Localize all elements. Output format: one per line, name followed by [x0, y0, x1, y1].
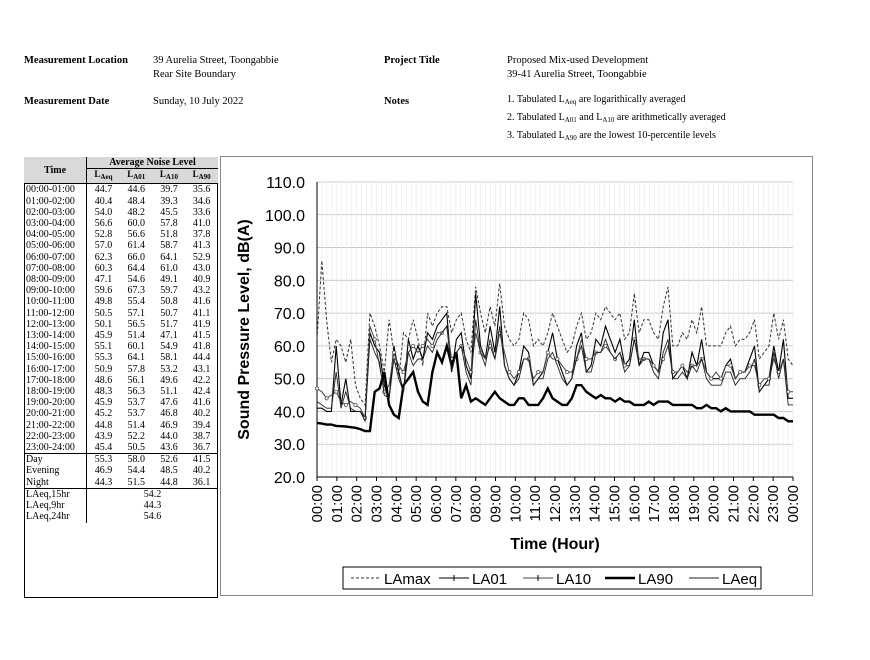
row-value: 51.4: [127, 330, 145, 342]
row-label: 16:00-17:00: [24, 364, 87, 375]
row-value: 51.8: [160, 229, 178, 241]
row-value: 39.4: [192, 419, 211, 431]
row-value: 44.6: [120, 184, 153, 196]
row-value: 50.7: [160, 307, 178, 319]
row-value: 51.1: [160, 386, 178, 398]
hourly-row: [24, 408, 218, 419]
row-value: 48.5: [160, 465, 178, 477]
row-value: 40.2: [192, 465, 211, 477]
x-axis-title: Time (Hour): [510, 536, 600, 553]
row-value: 44.3: [94, 476, 113, 488]
row-value: 54.2: [87, 488, 219, 500]
x-tick-label: 07:00: [447, 485, 465, 523]
project-line1: Proposed Mix-used Development: [507, 55, 649, 66]
row-label: 23:00-24:00: [24, 442, 87, 454]
row-value: 47.1: [94, 274, 113, 286]
series-la10-marker: [373, 338, 376, 341]
series-la10-marker: [681, 364, 684, 367]
hourly-row: [24, 386, 218, 397]
series-la10-marker: [556, 357, 559, 360]
row-value: 45.9: [94, 397, 113, 409]
hourly-row: [24, 240, 218, 251]
x-tick-label: 04:00: [388, 485, 406, 523]
col-header-0: $L_{Aeq}$: [87, 169, 120, 184]
row-value: 53.2: [160, 363, 178, 375]
row-value: 52.6: [153, 454, 186, 466]
row-value: 41.5: [185, 454, 218, 466]
row-value: 42.4: [192, 386, 211, 398]
row-value: 50.9: [94, 363, 113, 375]
row-label: 10:00-11:00: [24, 296, 87, 307]
hourly-row: [24, 308, 218, 319]
x-tick-label: 00:00: [785, 485, 802, 523]
hourly-row: [24, 296, 218, 307]
row-value: 56.1: [127, 374, 145, 386]
y-tick-label: 20.0: [273, 470, 305, 487]
row-value: 45.9: [94, 330, 113, 342]
row-value: 51.7: [160, 318, 178, 330]
row-label: Evening: [24, 465, 87, 476]
hourly-row: [24, 319, 218, 330]
x-tick-label: 08:00: [467, 485, 485, 523]
hourly-row: [24, 207, 218, 218]
row-value: 41.8: [192, 341, 211, 353]
row-value: 64.1: [127, 352, 145, 364]
date-label: Measurement Date: [24, 96, 110, 107]
period-row: [24, 465, 218, 476]
row-value: 48.3: [94, 386, 113, 398]
row-value: 57.8: [160, 218, 178, 230]
row-value: 43.9: [94, 430, 113, 442]
row-value: 66.0: [127, 251, 145, 263]
row-label: 00:00-01:00: [24, 184, 87, 196]
y-tick-label: 40.0: [273, 404, 305, 422]
series-la10-marker: [604, 344, 607, 347]
project-line2: 39-41 Aurelia Street, Toongabbie: [507, 69, 647, 80]
row-value: 56.5: [127, 318, 145, 330]
hourly-row: [24, 196, 218, 207]
location-line1: 39 Aurelia Street, Toongabbie: [153, 55, 279, 66]
hourly-row: [24, 431, 218, 442]
hourly-row: [24, 352, 218, 363]
series-la10-marker: [508, 371, 511, 374]
series-la10-marker: [748, 364, 751, 367]
row-label: LAeq,24hr: [24, 511, 87, 522]
row-value: 45.5: [160, 206, 178, 218]
col-header-1: $L_{A01}$: [120, 169, 153, 184]
hourly-row: [24, 397, 218, 408]
project-label: Project Title: [384, 55, 440, 66]
legend-label: LA90: [638, 571, 674, 588]
row-value: 50.1: [94, 318, 113, 330]
row-value: 53.7: [127, 397, 145, 409]
note-1: 1. Tabulated $L_{Aeq}$ are logarithically averaged: [507, 94, 686, 106]
row-value: 43.1: [192, 363, 211, 375]
y-tick-label: 90.0: [273, 240, 305, 258]
hourly-row: [24, 229, 218, 240]
summary-row: [24, 488, 218, 500]
x-tick-label: 02:00: [348, 485, 366, 523]
row-label: 19:00-20:00: [24, 397, 87, 408]
row-value: 44.4: [192, 352, 211, 364]
x-tick-label: 13:00: [566, 485, 584, 523]
row-value: 57.0: [94, 240, 113, 252]
series-la10-marker: [585, 357, 588, 360]
row-value: 61.4: [127, 240, 145, 252]
row-value: 59.7: [160, 285, 178, 297]
row-value: 39.3: [160, 195, 178, 207]
row-value: 55.1: [94, 341, 113, 353]
hourly-row: [24, 285, 218, 296]
series-la10-marker: [739, 371, 742, 374]
x-tick-label: 15:00: [606, 485, 624, 523]
row-value: 60.1: [127, 341, 145, 353]
hourly-row: [24, 375, 218, 386]
row-value: 34.6: [192, 195, 211, 207]
row-value: 49.1: [160, 274, 178, 286]
y-tick-label: 30.0: [273, 437, 305, 455]
row-value: 67.3: [127, 285, 145, 297]
row-value: 37.8: [192, 229, 211, 241]
y-tick-label: 70.0: [273, 306, 305, 324]
row-label: 11:00-12:00: [24, 308, 87, 319]
row-label: 22:00-23:00: [24, 431, 87, 442]
row-value: 58.1: [160, 352, 178, 364]
row-label: 12:00-13:00: [24, 319, 87, 330]
average-noise-header: Average Noise Level: [87, 157, 219, 169]
row-label: 17:00-18:00: [24, 375, 87, 386]
hourly-row: [24, 252, 218, 263]
row-value: 56.6: [127, 229, 145, 241]
row-value: 55.4: [127, 296, 145, 308]
x-tick-label: 03:00: [368, 485, 386, 523]
x-tick-label: 16:00: [626, 485, 644, 523]
series-la10-marker: [565, 371, 568, 374]
location-label: Measurement Location: [24, 55, 128, 66]
series-la10-marker: [412, 344, 415, 347]
x-tick-label: 11:00: [527, 485, 545, 522]
row-value: 52.2: [127, 430, 145, 442]
period-row: [24, 454, 218, 466]
row-value: 36.7: [192, 442, 211, 454]
note-3: 3. Tabulated $L_{A90}$ are the lowest 10-percentile levels: [507, 130, 716, 142]
series-la10-marker: [719, 377, 722, 380]
row-value: 56.6: [94, 218, 113, 230]
legend-label: LAmax: [384, 571, 431, 588]
x-tick-label: 10:00: [507, 485, 525, 523]
row-value: 44.8: [160, 476, 178, 488]
row-value: 41.3: [192, 240, 211, 252]
row-value: 43.6: [160, 442, 178, 454]
series-la10-marker: [431, 344, 434, 347]
row-value: 51.5: [127, 476, 145, 488]
row-value: 62.3: [94, 251, 113, 263]
series-la10-marker: [354, 403, 357, 406]
row-value: 55.3: [87, 454, 120, 466]
row-value: 49.8: [94, 296, 113, 308]
series-la10-marker: [325, 397, 328, 400]
location-line2: Rear Site Boundary: [153, 69, 236, 80]
row-value: 43.0: [192, 262, 211, 274]
row-value: 51.4: [127, 419, 145, 431]
row-value: 46.9: [160, 419, 178, 431]
noise-level-table: [24, 157, 218, 523]
x-tick-label: 09:00: [487, 485, 505, 523]
time-header: Time: [24, 157, 87, 184]
row-value: 50.5: [127, 442, 145, 454]
x-tick-label: 22:00: [745, 485, 763, 523]
series-la10-marker: [652, 364, 655, 367]
hourly-row: [24, 218, 218, 229]
row-value: 41.6: [192, 397, 211, 409]
row-value: 59.6: [94, 285, 113, 297]
note-2: 2. Tabulated $L_{A01}$ and $L_{A10}$ are arithmetically averaged: [507, 112, 726, 124]
hourly-row: [24, 442, 218, 454]
row-value: 53.7: [127, 408, 145, 420]
notes-label: Notes: [384, 96, 410, 107]
row-label: 15:00-16:00: [24, 352, 87, 363]
col-header-2: $L_{A10}$: [153, 169, 186, 184]
row-value: 57.8: [127, 363, 145, 375]
row-label: 02:00-03:00: [24, 207, 87, 218]
row-value: 44.8: [94, 419, 113, 431]
row-value: 46.9: [94, 465, 113, 477]
row-value: 49.6: [160, 374, 178, 386]
row-value: 44.7: [87, 184, 120, 196]
hourly-row: [24, 364, 218, 375]
row-value: 54.4: [127, 465, 145, 477]
row-value: 47.6: [160, 397, 178, 409]
row-value: 56.3: [127, 386, 145, 398]
row-value: 45.2: [94, 408, 113, 420]
row-value: 61.0: [160, 262, 178, 274]
legend-label: LA10: [556, 571, 592, 588]
y-tick-label: 80.0: [273, 273, 305, 291]
series-la10-marker: [710, 377, 713, 380]
row-value: 40.4: [94, 195, 113, 207]
row-value: 35.6: [185, 184, 218, 196]
row-label: 05:00-06:00: [24, 240, 87, 251]
row-value: 39.7: [153, 184, 186, 196]
y-tick-label: 60.0: [273, 338, 305, 356]
row-label: 08:00-09:00: [24, 274, 87, 285]
row-value: 58.0: [120, 454, 153, 466]
row-value: 60.3: [94, 262, 113, 274]
x-tick-label: 17:00: [646, 485, 664, 523]
row-value: 64.1: [160, 251, 178, 263]
series-la10-marker: [392, 351, 395, 354]
row-label: 18:00-19:00: [24, 386, 87, 397]
row-value: 33.6: [192, 206, 211, 218]
row-value: 57.1: [127, 307, 145, 319]
x-tick-label: 21:00: [725, 485, 743, 523]
row-value: 54.6: [143, 511, 162, 523]
series-la10-marker: [402, 371, 405, 374]
row-label: 20:00-21:00: [24, 408, 87, 419]
row-label: 09:00-10:00: [24, 285, 87, 296]
series-la10-marker: [344, 403, 347, 406]
row-label: 01:00-02:00: [24, 196, 87, 207]
legend-label: LAeq: [722, 571, 758, 588]
row-label: 04:00-05:00: [24, 229, 87, 240]
row-value: 52.9: [192, 251, 211, 263]
row-value: 40.9: [192, 274, 211, 286]
row-value: 41.9: [192, 318, 211, 330]
row-value: 41.5: [192, 330, 211, 342]
row-value: 41.0: [192, 218, 211, 230]
row-label: Night: [24, 477, 87, 489]
y-tick-label: 50.0: [273, 371, 305, 389]
x-tick-label: 19:00: [685, 485, 703, 523]
hourly-row: [24, 330, 218, 341]
x-tick-label: 12:00: [547, 485, 564, 523]
row-value: 38.7: [192, 430, 211, 442]
row-value: 50.8: [160, 296, 178, 308]
row-value: 55.3: [94, 352, 113, 364]
row-value: 50.5: [94, 307, 113, 319]
row-value: 48.2: [127, 206, 145, 218]
row-label: 14:00-15:00: [24, 341, 87, 352]
x-tick-label: 01:00: [328, 485, 346, 523]
row-value: 45.4: [94, 442, 113, 454]
row-value: 43.2: [192, 285, 211, 297]
hourly-row: [24, 184, 218, 196]
row-label: 21:00-22:00: [24, 420, 87, 431]
noise-chart: [220, 156, 813, 596]
row-value: 54.9: [160, 341, 178, 353]
series-la10-marker: [729, 364, 732, 367]
y-tick-label: 110.0: [266, 175, 305, 192]
y-axis-title: Sound Pressure Level, dB(A): [236, 219, 253, 440]
noise-chart-svg: [221, 157, 814, 597]
row-value: 42.2: [192, 374, 211, 386]
series-la10-marker: [546, 351, 549, 354]
x-tick-label: 14:00: [586, 485, 604, 523]
y-tick-label: 100.0: [264, 207, 305, 225]
row-value: 64.4: [127, 262, 145, 274]
row-label: LAeq,9hr: [24, 500, 87, 511]
series-la10-marker: [315, 387, 318, 390]
row-label: 13:00-14:00: [24, 330, 87, 341]
x-tick-label: 20:00: [705, 485, 723, 523]
x-tick-label: 23:00: [765, 485, 783, 523]
series-la10-marker: [421, 344, 424, 347]
row-value: 48.4: [127, 195, 145, 207]
row-value: 54.0: [94, 206, 113, 218]
row-label: 07:00-08:00: [24, 263, 87, 274]
row-label: Day: [24, 454, 87, 466]
row-value: 48.6: [94, 374, 113, 386]
x-tick-label: 05:00: [408, 485, 426, 523]
row-value: 58.7: [160, 240, 178, 252]
period-row: [24, 477, 218, 489]
row-value: 46.8: [160, 408, 178, 420]
row-value: 40.2: [192, 408, 211, 420]
row-value: 47.1: [160, 330, 178, 342]
row-value: 41.1: [192, 307, 211, 319]
date-value: Sunday, 10 July 2022: [153, 96, 244, 107]
hourly-row: [24, 420, 218, 431]
row-value: 36.1: [192, 476, 211, 488]
hourly-row: [24, 263, 218, 274]
row-value: 44.3: [143, 500, 162, 512]
row-label: 06:00-07:00: [24, 252, 87, 263]
row-value: 52.8: [94, 229, 113, 241]
series-la10-marker: [335, 390, 338, 393]
x-tick-label: 18:00: [666, 485, 683, 523]
row-value: 60.0: [127, 218, 145, 230]
x-tick-label: 06:00: [428, 485, 445, 523]
summary-row: [24, 500, 218, 511]
summary-row: [24, 511, 218, 522]
col-header-3: $L_{A90}$: [185, 169, 218, 184]
row-label: LAeq,15hr: [24, 488, 87, 500]
row-value: 44.0: [160, 430, 178, 442]
hourly-row: [24, 274, 218, 285]
series-la10-marker: [537, 371, 540, 374]
row-value: 41.6: [192, 296, 211, 308]
row-label: 03:00-04:00: [24, 218, 87, 229]
x-tick-label: 00:00: [309, 485, 326, 523]
legend-label: LA01: [472, 571, 508, 588]
hourly-row: [24, 341, 218, 352]
row-value: 54.6: [127, 274, 145, 286]
